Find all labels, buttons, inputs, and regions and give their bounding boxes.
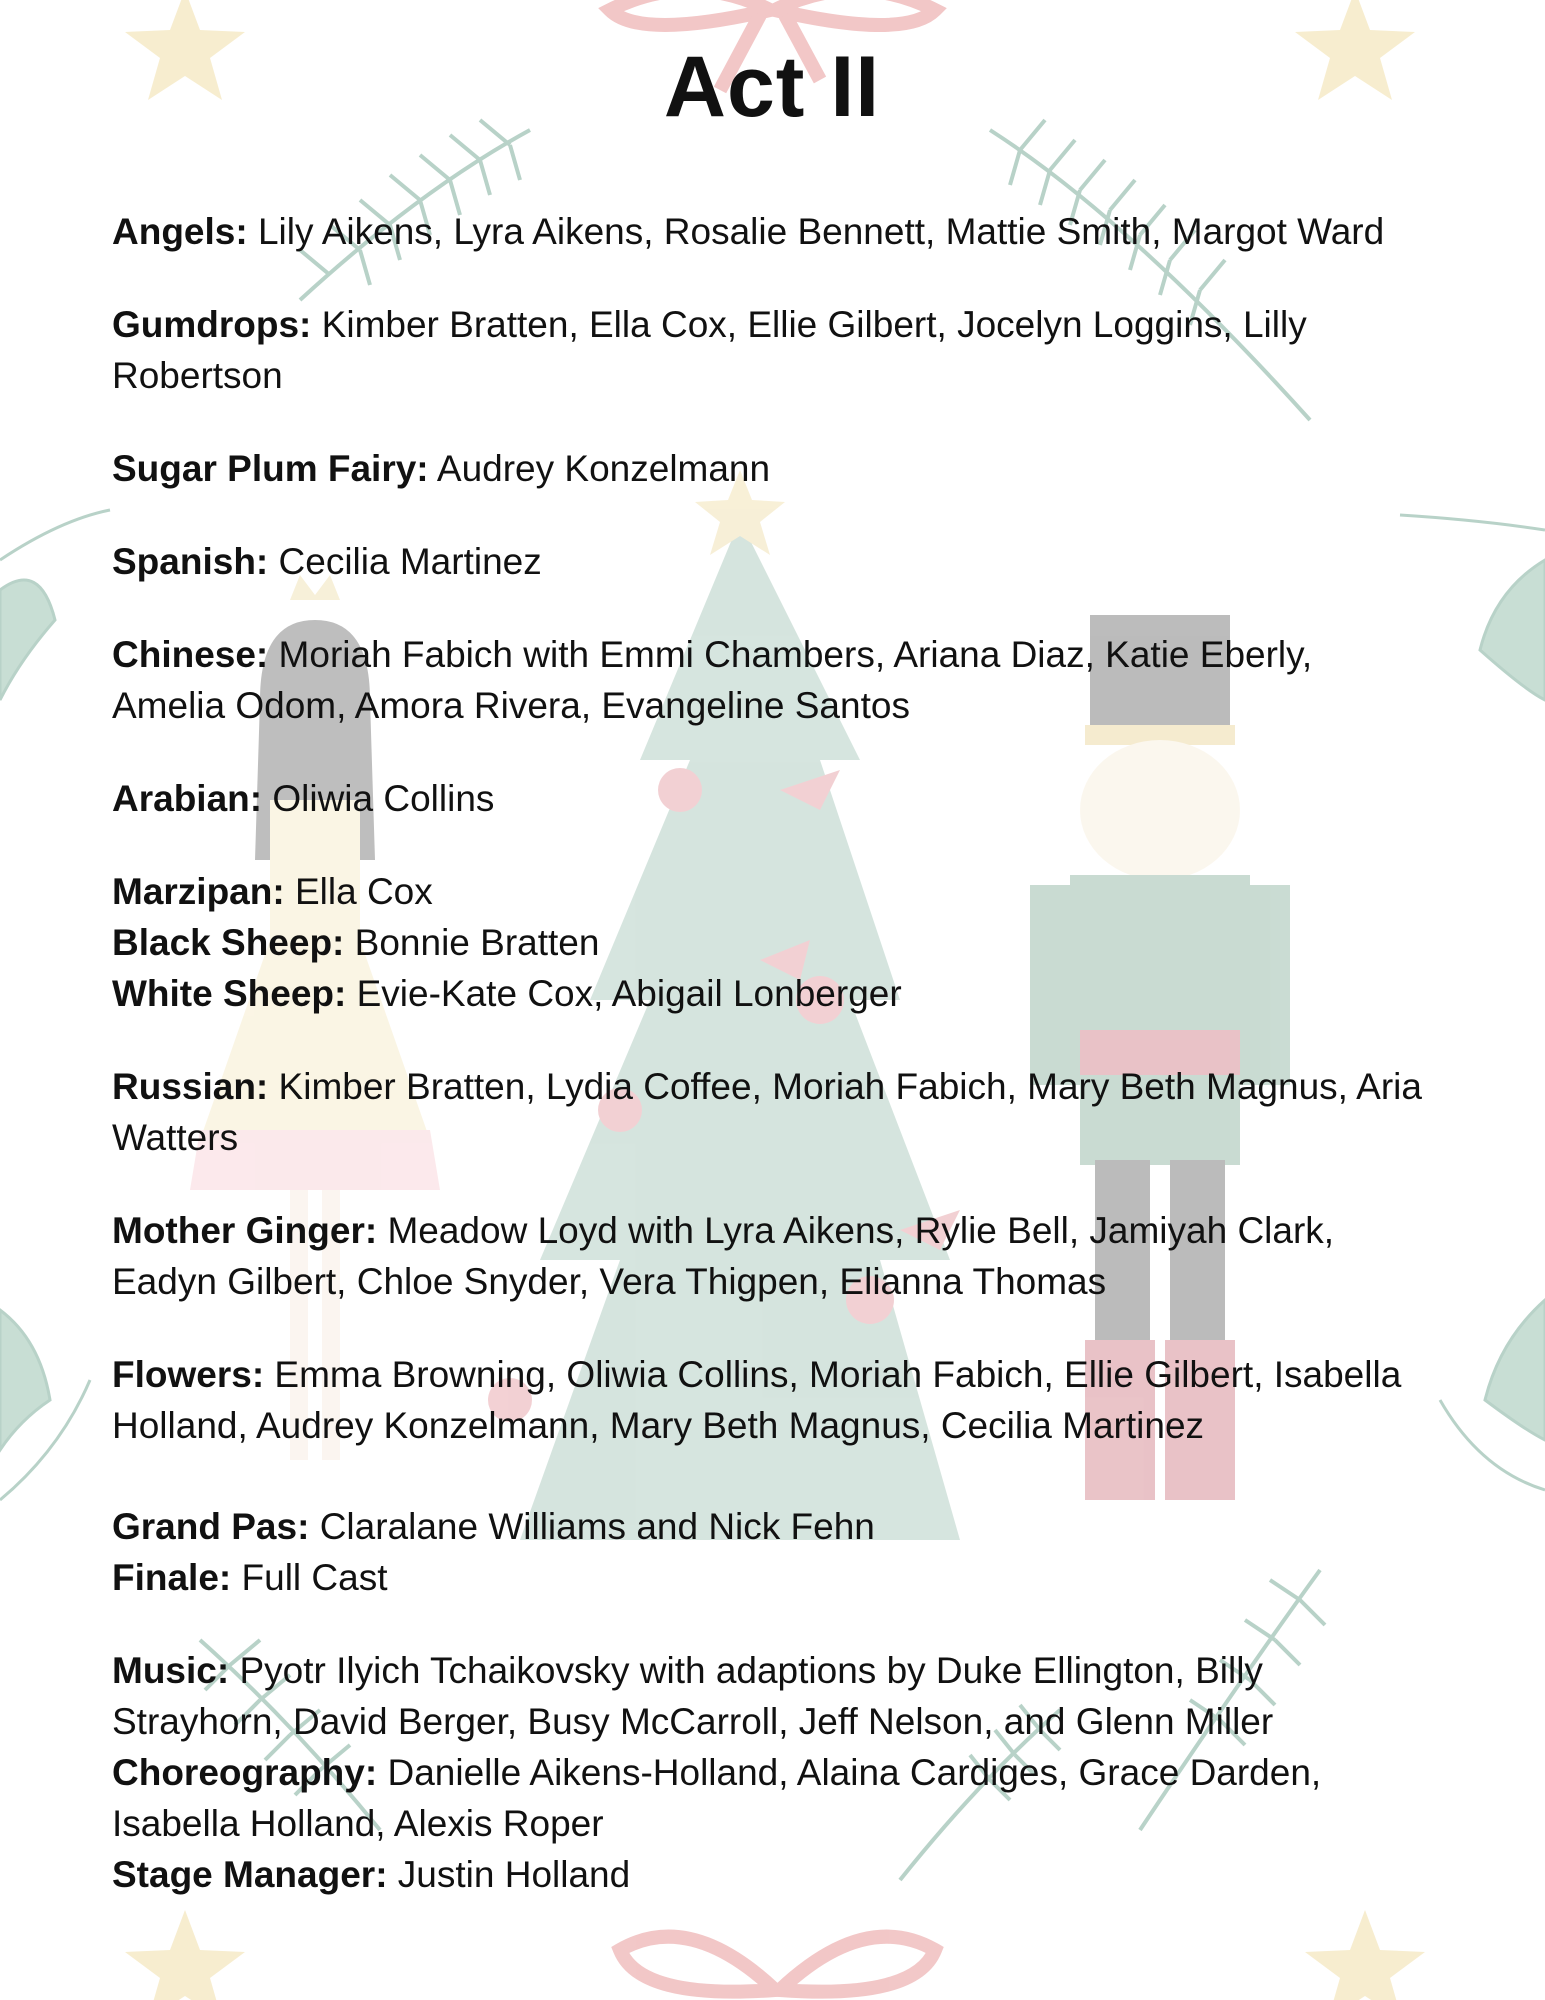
role-label: Marzipan: [112,871,285,912]
cast-entry-grand-pas [112,1501,1432,1552]
credit-entry-music [112,1645,1432,1747]
cast-entry-black-sheep [112,917,1432,968]
performer-names: Claralane Williams and Nick Fehn [319,1506,875,1547]
role-label: Russian: [112,1066,269,1107]
role-label: Flowers: [112,1354,265,1395]
role-label: Angels: [112,211,248,252]
cast-entry-flowers [112,1349,1432,1451]
role-label: Spanish: [112,541,269,582]
role-label: Grand Pas: [112,1506,310,1547]
cast-entry-arabian [112,773,1432,824]
performer-names: Kimber Bratten, Ella Cox, Ellie Gilbert, Jocelyn Loggins, Lilly Robertson [112,304,1307,396]
cast-group-credits [112,1645,1432,1900]
performer-names: Danielle Aikens-Holland, Alaina Cardiges, Grace Darden, Isabella Holland, Alexis Roper [112,1752,1322,1844]
role-label: Sugar Plum Fairy: [112,448,429,489]
cast-entry-angels [112,206,1432,257]
performer-names: Pyotr Ilyich Tchaikovsky with adaptions by Duke Ellington, Billy Strayhorn, David Berger, Busy McCarroll, Jeff Nelson, and Glenn Miller [112,1650,1274,1742]
cast-list [112,206,1432,1942]
ribbon-bow-icon [620,1937,935,1992]
performer-names: Oliwia Collins [272,778,495,819]
cast-entry-finale [112,1552,1432,1603]
cast-entry-sugar-plum-fairy [112,443,1432,494]
role-label: Chinese: [112,634,269,675]
performer-names: Justin Holland [397,1854,631,1895]
role-label: Arabian: [112,778,263,819]
page-title: Act II [663,39,881,135]
credit-entry-stage-manager [112,1849,1432,1900]
role-label: Mother Ginger: [112,1210,378,1251]
performer-names: Meadow Loyd with Lyra Aikens, Rylie Bell, Jamiyah Clark, Eadyn Gilbert, Chloe Snyder, Vera Thigpen, Elianna Thomas [112,1210,1335,1302]
role-label: Music: [112,1650,230,1691]
cast-group-sugar-plum-fairy [112,443,1432,494]
cast-group-russian [112,1061,1432,1163]
role-label: White Sheep: [112,973,347,1014]
role-label: Gumdrops: [112,304,312,345]
cast-group-gumdrops [112,299,1432,401]
performer-names: Cecilia Martinez [278,541,542,582]
role-label: Stage Manager: [112,1854,388,1895]
cast-group-spanish [112,536,1432,587]
performer-names: Audrey Konzelmann [436,448,771,489]
role-label: Black Sheep: [112,922,345,963]
performer-names: Bonnie Bratten [354,922,600,963]
performer-names: Moriah Fabich with Emmi Chambers, Ariana Diaz, Katie Eberly, Amelia Odom, Amora Rivera, Evangeline Santos [112,634,1313,726]
cast-group-chinese [112,629,1432,731]
performer-names: Full Cast [241,1557,388,1598]
cast-group-grand-pas [112,1501,1432,1603]
cast-group-mother-ginger [112,1205,1432,1307]
cast-entry-white-sheep [112,968,1432,1019]
cast-group-angels [112,206,1432,257]
role-label: Finale: [112,1557,232,1598]
performer-names: Lily Aikens, Lyra Aikens, Rosalie Bennett, Mattie Smith, Margot Ward [257,211,1385,252]
performer-names: Emma Browning, Oliwia Collins, Moriah Fabich, Ellie Gilbert, Isabella Holland, Audrey Konzelmann, Mary Beth Magnus, Cecilia Martinez [112,1354,1402,1446]
cast-entry-spanish [112,536,1432,587]
cast-entry-chinese [112,629,1432,731]
role-label: Choreography: [112,1752,378,1793]
cast-group-arabian [112,773,1432,824]
performer-names: Kimber Bratten, Lydia Coffee, Moriah Fabich, Mary Beth Magnus, Aria Watters [112,1066,1422,1158]
performer-names: Ella Cox [294,871,433,912]
cast-entry-russian [112,1061,1432,1163]
cast-entry-mother-ginger [112,1205,1432,1307]
credit-entry-choreography [112,1747,1432,1849]
cast-group-marzipan [112,866,1432,1019]
performer-names: Evie-Kate Cox, Abigail Lonberger [356,973,902,1014]
cast-group-flowers [112,1349,1432,1451]
cast-entry-marzipan [112,866,1432,917]
cast-entry-gumdrops [112,299,1432,401]
